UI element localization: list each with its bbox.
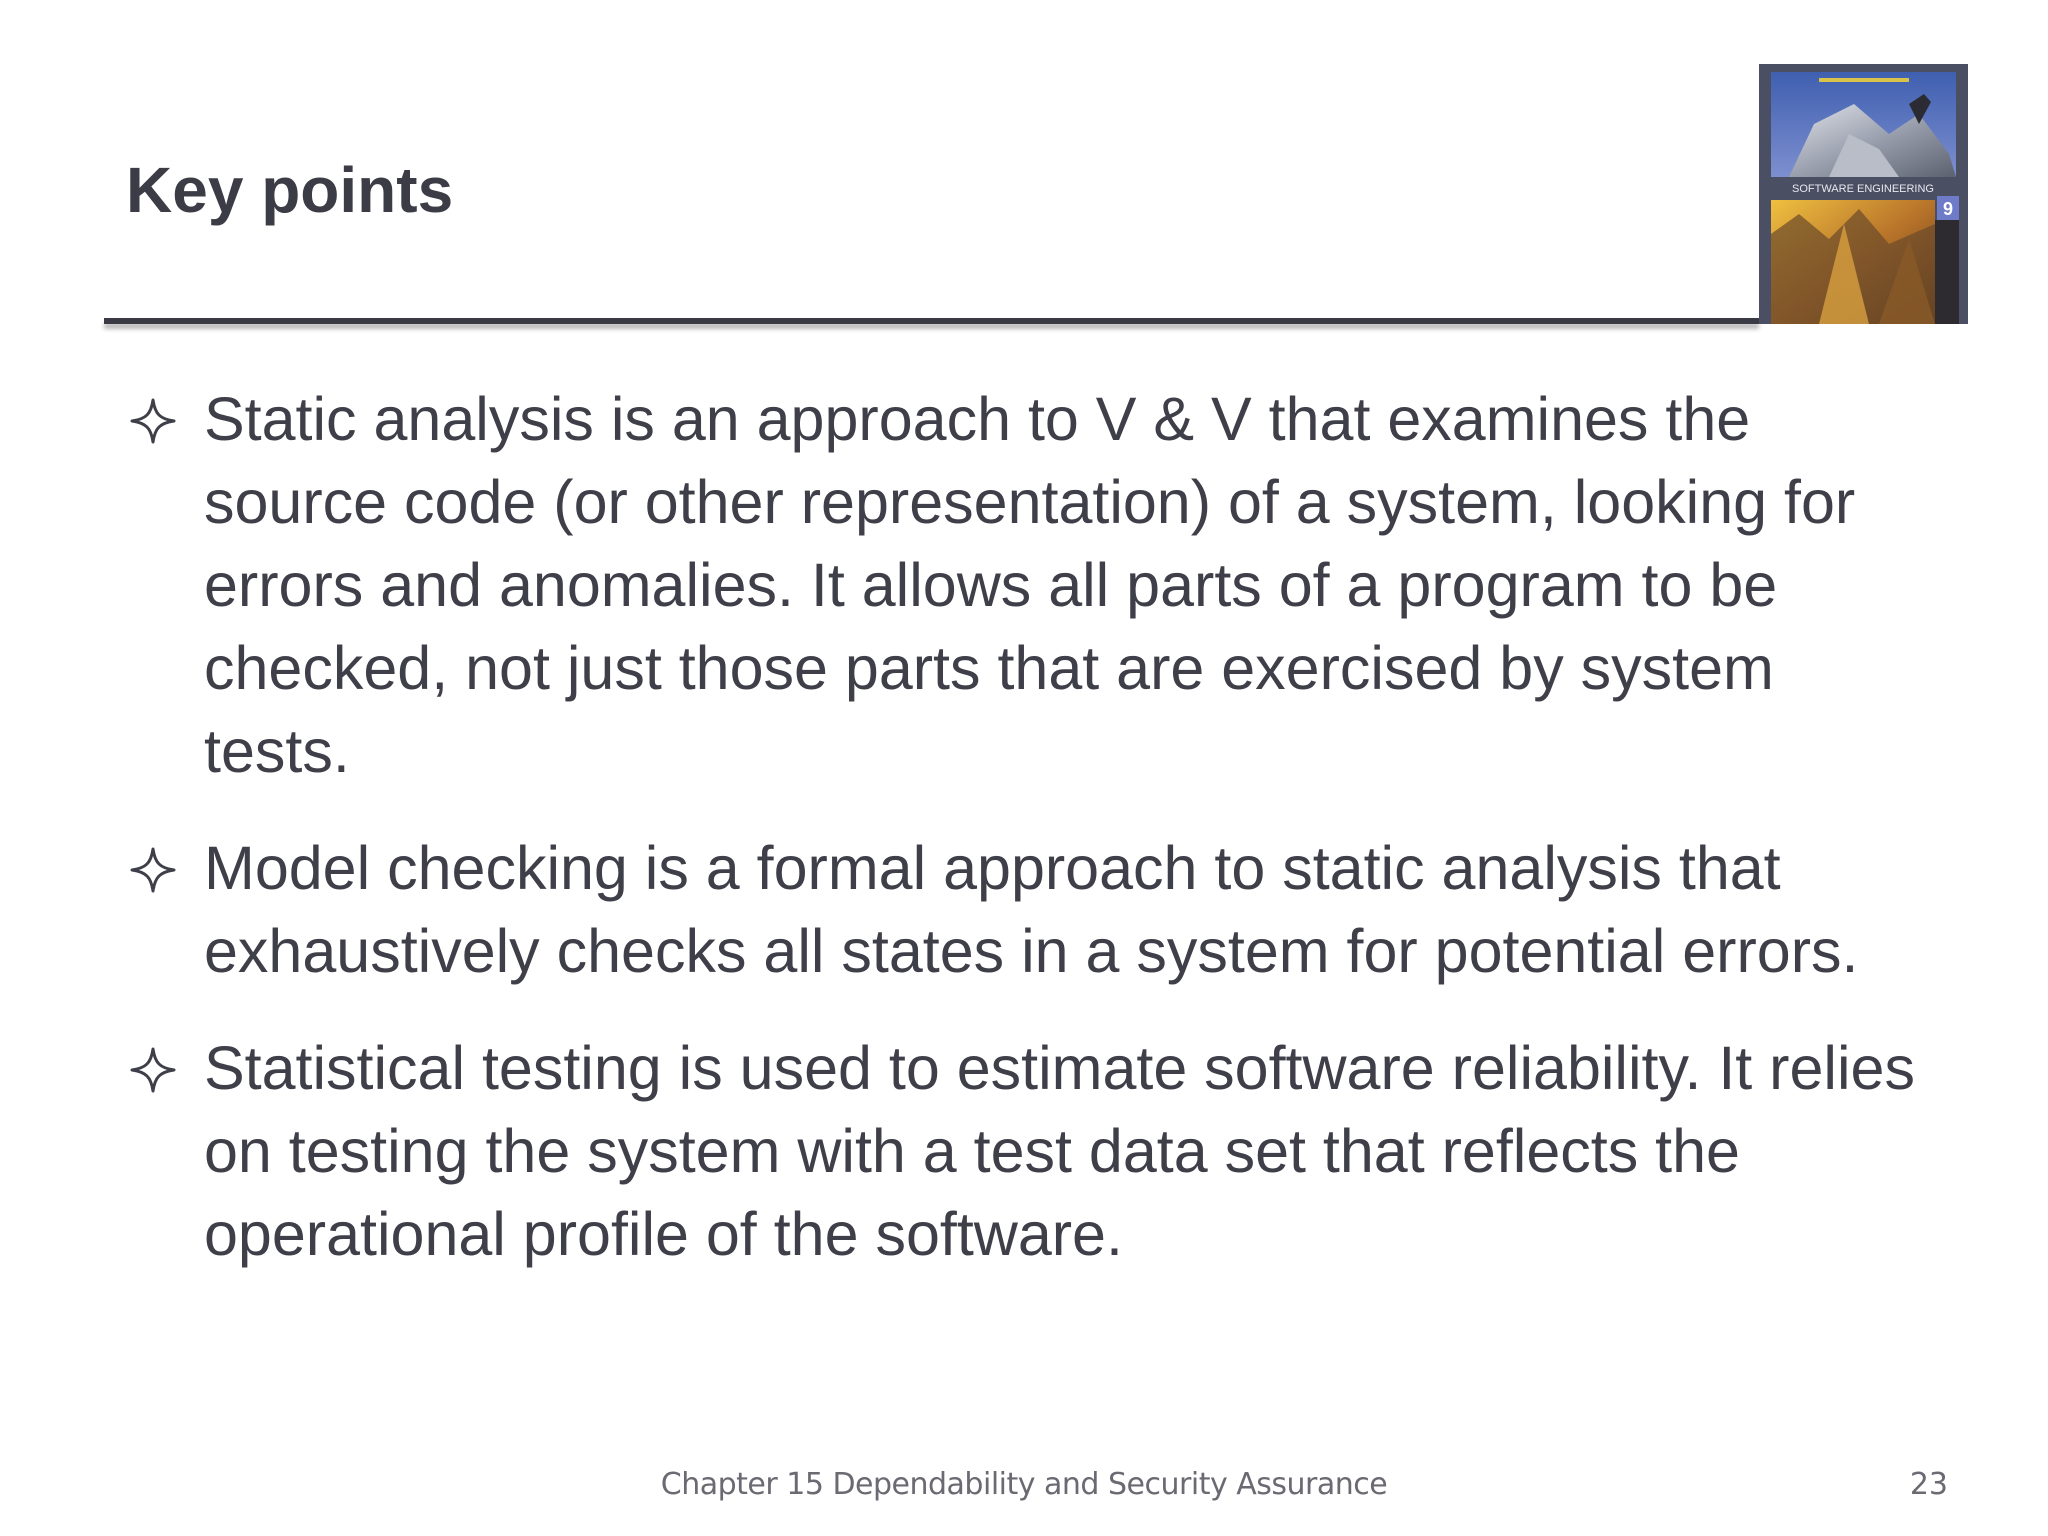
slide-footer: Chapter 15 Dependability and Security Assurance: [660, 1467, 1388, 1502]
list-item: [126, 378, 1926, 793]
star-bullet-icon: [128, 396, 178, 446]
page-number: 23: [1909, 1467, 1948, 1502]
title-divider: [104, 318, 1759, 324]
list-item: [126, 827, 1926, 993]
bullet-text: Statistical testing is used to estimate software reliability. It relies on testing the system with a test data set that reflects the operational profile of the software.: [204, 1034, 1915, 1268]
book-cover-edition: 9: [1942, 199, 1954, 219]
star-bullet-icon: [128, 1045, 178, 1095]
bullet-text: Model checking is a formal approach to static analysis that exhaustively checks all states in a system for potential errors.: [204, 834, 1859, 985]
star-bullet-icon: [128, 845, 178, 895]
slide-title: Key points: [126, 154, 454, 226]
book-cover-title: SOFTWARE ENGINEERING: [1792, 183, 1934, 195]
book-cover-image: [1759, 64, 1968, 324]
bullet-text: Static analysis is an approach to V & V that examines the source code (or other representation) of a system, looking for errors and anomalies. It allows all parts of a program to be checked, not just those parts that are exercised by system tests.: [204, 385, 1856, 785]
list-item: [126, 1027, 1926, 1276]
bullet-list: [126, 378, 1926, 1310]
